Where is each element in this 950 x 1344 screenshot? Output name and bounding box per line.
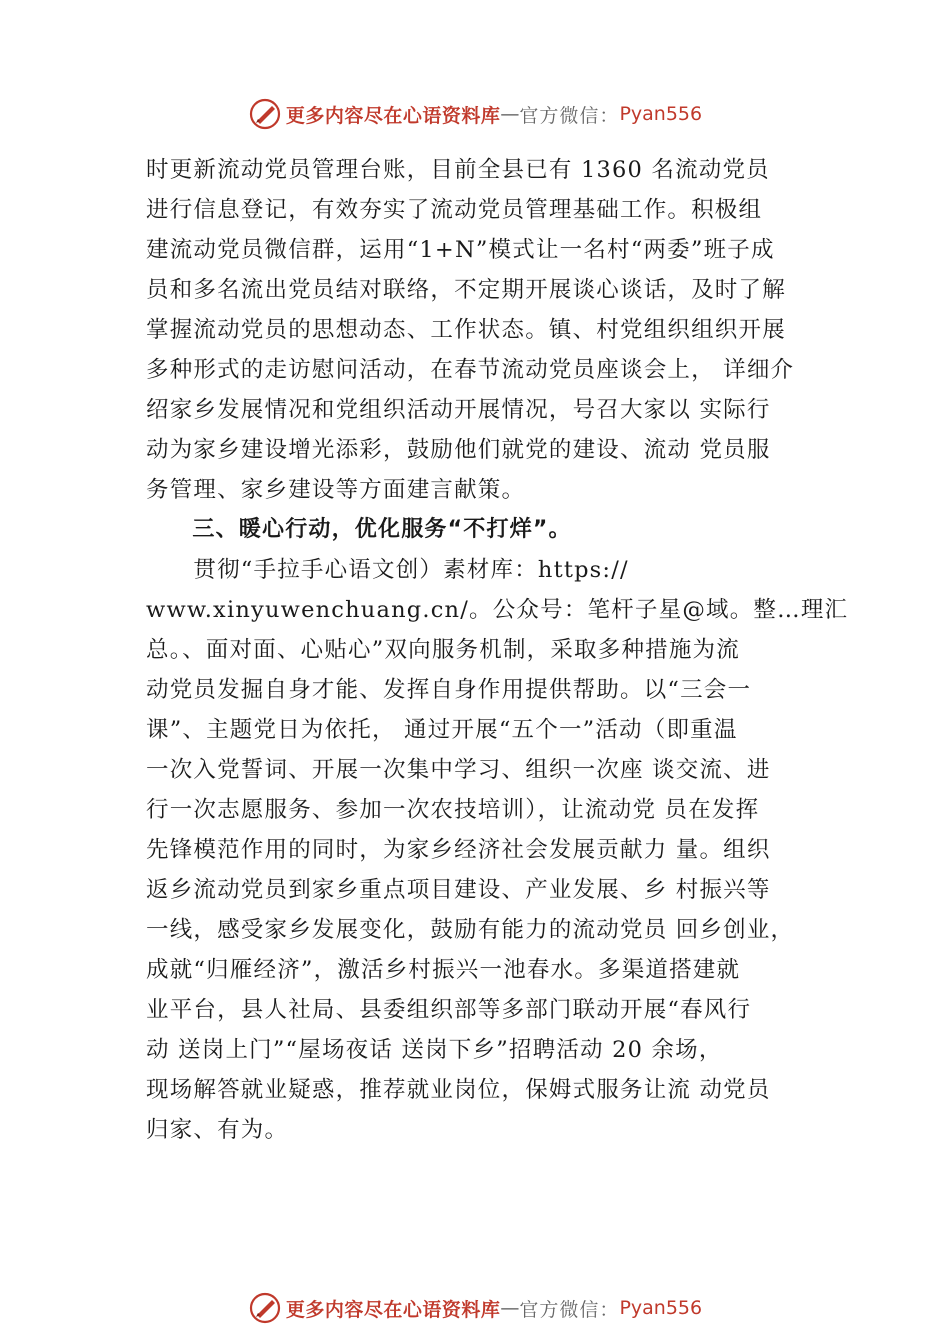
- body-line: 多种形式的走访慰问活动，在春节流动党员座谈会上， 详细介: [146, 357, 795, 383]
- body-line: 动 送岗上门”“屋场夜话 送岗下乡”招聘活动 20 余场，: [146, 1037, 723, 1063]
- body-line: 现场解答就业疑惑，推荐就业岗位，保姆式服务让流 动党员: [146, 1077, 771, 1103]
- body-line: 一次入党誓词、开展一次集中学习、组织一次座 谈交流、进: [146, 757, 771, 783]
- body-line: 行一次志愿服务、参加一次农技培训），让流动党 员在发挥: [146, 797, 760, 823]
- body-line: 贯彻“手拉手心语文创）素材库：https://: [146, 557, 629, 583]
- body-line: 员和多名流出党员结对联络，不定期开展谈心谈话，及时了解: [146, 277, 786, 303]
- body-line: 归家、有为。: [146, 1117, 289, 1143]
- body-line: 掌握流动党员的思想动态、工作状态。镇、村党组织组织开展: [146, 317, 786, 343]
- body-line: 时更新流动党员管理台账，目前全县已有 1360 名流动党员: [146, 157, 770, 183]
- body-line: 务管理、家乡建设等方面建言献策。: [146, 477, 526, 503]
- body-line: 业平台，县人社局、县委组织部等多部门联动开展“春风行: [146, 997, 752, 1023]
- body-line: 动为家乡建设增光添彩，鼓励他们就党的建设、流动 党员服: [146, 437, 771, 463]
- body-line: 先锋模范作用的同时，为家乡经济社会发展贡献力 量。组织: [146, 837, 771, 863]
- header-banner: [0, 94, 950, 134]
- footer-wechat-label: 官方微信：: [519, 1298, 620, 1321]
- footer-wechat-id: Pyan556: [619, 1297, 703, 1319]
- body-line: 动党员发掘自身才能、发挥自身作用提供帮助。以“三会一: [146, 677, 752, 703]
- body-line: 课”、主题党日为依托， 通过开展“五个一”活动（即重温: [146, 717, 738, 743]
- brand-logo-icon: [248, 1291, 282, 1325]
- header-brand-text: 更多内容尽在心语资料库: [285, 104, 501, 127]
- footer-banner: [0, 1288, 950, 1328]
- document-body: [146, 150, 849, 1150]
- body-line: 返乡流动党员到家乡重点项目建设、产业发展、乡 村振兴等: [146, 877, 771, 903]
- header-wechat-id: Pyan556: [619, 103, 703, 125]
- brand-logo-icon: [248, 97, 282, 131]
- body-line: 进行信息登记，有效夯实了流动党员管理基础工作。积极组: [146, 197, 763, 223]
- header-wechat-label: 官方微信：: [519, 104, 620, 127]
- footer-dash: —: [500, 1297, 520, 1319]
- body-line: www.xinyuwenchuang.cn/。公众号：笔杆子星@域。整…理汇: [146, 597, 849, 623]
- body-line: 绍家乡发展情况和党组织活动开展情况，号召大家以 实际行: [146, 397, 771, 423]
- footer-brand-text: 更多内容尽在心语资料库: [285, 1298, 501, 1321]
- body-line: 建流动党员微信群，运用“1+N”模式让一名村“两委”班子成: [146, 237, 775, 263]
- section-heading: 三、暖心行动，优化服务“不打烊”。: [146, 517, 572, 542]
- body-line: 总。、面对面、心贴心”双向服务机制，采取多种措施为流: [146, 637, 740, 663]
- header-dash: —: [500, 103, 520, 125]
- body-line: 成就“归雁经济”，激活乡村振兴一池春水。多渠道搭建就: [146, 957, 741, 983]
- body-line: 一线，感受家乡发展变化，鼓励有能力的流动党员 回乡创业，: [146, 917, 795, 943]
